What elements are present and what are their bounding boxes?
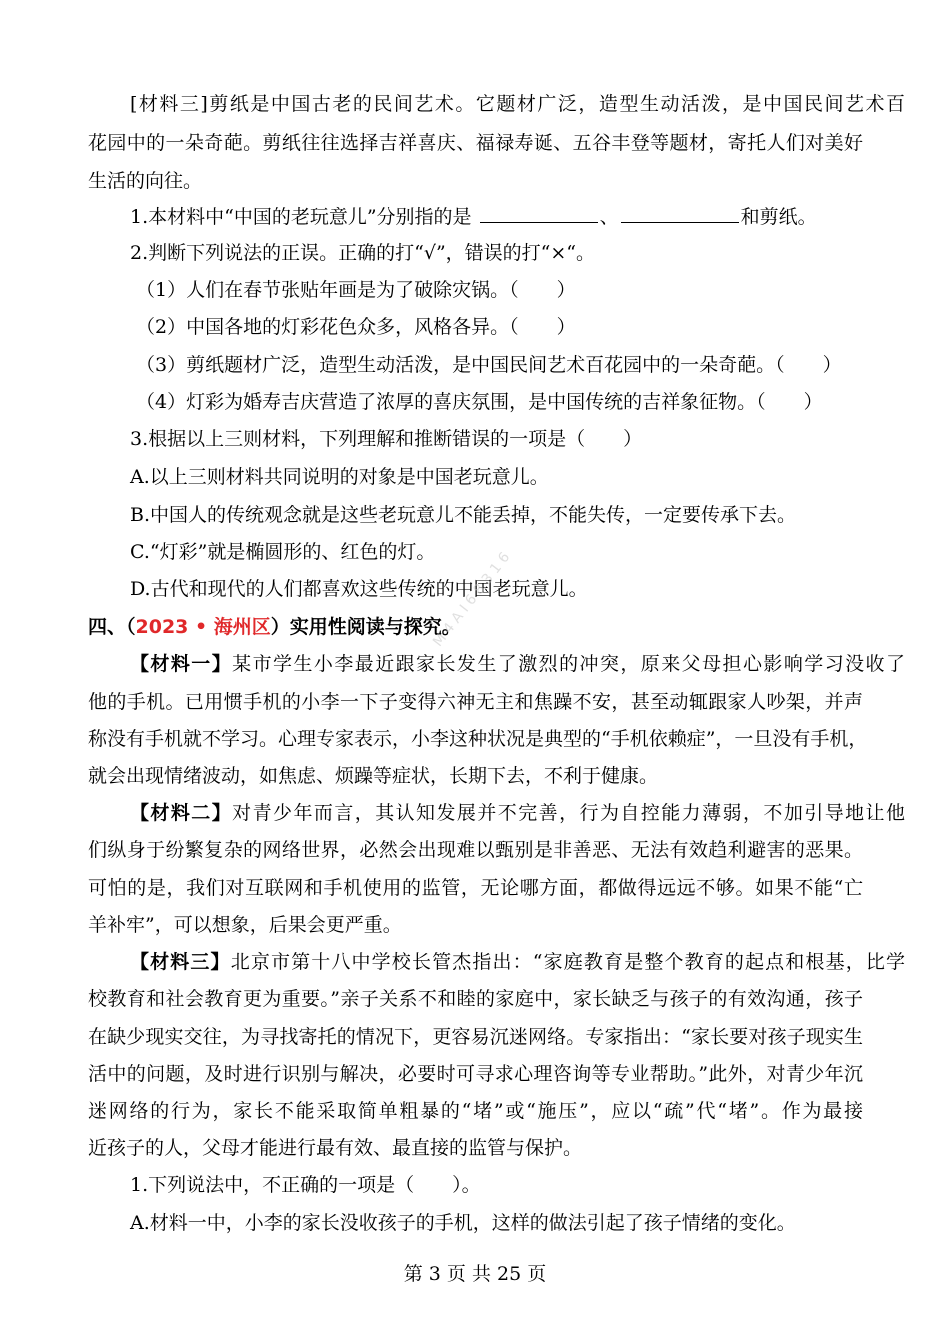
material3-line-3: 生活的向往。 (88, 170, 203, 192)
question-1-prefix: 1.本材料中“中国的老玩意儿”分别指的是 (130, 206, 472, 228)
section-4-suffix: ）实用性阅读与探究。 (270, 616, 461, 638)
section-4-prefix: 四、（ (88, 616, 136, 638)
question-2-item-1: （1）人们在春节张贴年画是为了破除灾锅。（ ） (136, 279, 576, 301)
m1-line-2: 他的手机。已用惯手机的小李一下子变得六神无主和焦躁不安，甚至动辄跟家人吵架，并声 (88, 691, 863, 713)
m3-line-1 (130, 950, 905, 974)
answer-blank-2[interactable] (621, 204, 739, 223)
m1-line-1 (130, 652, 905, 676)
answer-blank-1[interactable] (480, 204, 598, 223)
section-4-source-tag: 2023 • 海州区 (135, 616, 271, 638)
question-3-option-c: C.“灯彩”就是椭圆形的、红色的灯。 (130, 541, 436, 563)
page-number-footer: 第 3 页 共 25 页 (403, 1263, 547, 1285)
m2-line-2: 们纵身于纷繁复杂的网络世界，必然会出现难以甄别是非善恶、无法有效趋利避害的恶果。 (88, 839, 863, 861)
question-1-suffix: 和剪纸。 (740, 206, 817, 228)
m1-line-4: 就会出现情绪波动，如焦虑、烦躁等症状，长期下去，不利于健康。 (88, 765, 659, 787)
section-4-heading (88, 615, 863, 639)
m3-line-2: 校教育和社会教育更为重要。”亲子关系不和睦的家庭中，家长缺乏与孩子的有效沟通，孩子 (88, 988, 863, 1010)
m3-line-5: 迷网络的行为，家长不能采取简单粗暴的“堵”或“施压”，应以“疏”代“堵”。作为最接 (88, 1100, 863, 1122)
m2-line-1 (130, 801, 905, 825)
question-2-stem: 2.判断下列说法的正误。正确的打“√”，错误的打“×“。 (130, 242, 596, 264)
question-3-stem: 3.根据以上三则材料，下列理解和推断错误的一项是（ ） (130, 428, 643, 450)
section-4-question-1-stem: 1.下列说法中，不正确的一项是（ ）。 (130, 1174, 481, 1196)
m2-line-1-text: 对青少年而言，其认知发展并不完善，行为自控能力薄弱，不加引导地让他 (232, 802, 905, 824)
watermark-text: M 4 A I 6 8 3 1 6 (430, 549, 514, 650)
m2-line-3: 可怕的是，我们对互联网和手机使用的监管，无论哪方面，都做得远远不够。如果不能“亡 (88, 877, 863, 899)
m3-line-4: 活中的问题，及时进行识别与解决，必要时可寻求心理咨询等专业帮助。”此外，对青少年沉 (88, 1063, 863, 1085)
question-3-option-b: B.中国人的传统观念就是这些老玩意儿不能丢掉，不能失传，一定要传承下去。 (130, 504, 797, 526)
material3-line-2: 花园中的一朵奇葩。剪纸往往选择吉祥喜庆、福禄寿诞、五谷丰登等题材，寄托人们对美好 (88, 132, 863, 154)
m2-line-4: 羊补牢”，可以想象，后果会更严重。 (88, 914, 402, 936)
question-2-item-2: （2）中国各地的灯彩花色众多，风格各异。（ ） (136, 316, 576, 338)
m2-label: 【材料二】 (130, 802, 233, 824)
material3-line-1: [材料三]剪纸是中国古老的民间艺术。它题材广泛，造型生动活泼，是中国民间艺术百 (130, 93, 905, 115)
question-3-option-a: A.以上三则材料共同说明的对象是中国老玩意儿。 (130, 466, 549, 488)
question-2-item-3: （3）剪纸题材广泛，造型生动活泼，是中国民间艺术百花园中的一朵奇葩。（ ） (136, 354, 842, 376)
m1-label: 【材料一】 (130, 653, 233, 675)
section-4-question-1-option-a: A.材料一中，小李的家长没收孩子的手机，这样的做法引起了孩子情绪的变化。 (130, 1212, 796, 1234)
m3-label: 【材料三】 (130, 951, 231, 973)
question-2-item-4: （4）灯彩为婚寿吉庆营造了浓厚的喜庆氛围，是中国传统的吉祥象征物。（ ） (136, 391, 823, 413)
question-1 (130, 204, 905, 229)
m3-line-1-text: 北京市第十八中学校长管杰指出：“家庭教育是整个教育的起点和根基，比学 (230, 951, 905, 973)
m1-line-3: 称没有手机就不学习。心理专家表示，小李这种状况是典型的“手机依赖症”，一旦没有手机， (88, 728, 868, 750)
question-1-separator: 、 (599, 206, 619, 228)
m3-line-6: 近孩子的人，父母才能进行最有效、最直接的监管与保护。 (88, 1137, 583, 1159)
m3-line-3: 在缺少现实交往，为寻找寄托的情况下，更容易沉迷网络。专家指出：“家长要对孩子现实生 (88, 1026, 863, 1048)
m1-line-1-text: 某市学生小李最近跟家长发生了激烈的冲突，原来父母担心影响学习没收了 (232, 653, 905, 675)
question-3-option-d: D.古代和现代的人们都喜欢这些传统的中国老玩意儿。 (130, 578, 588, 600)
